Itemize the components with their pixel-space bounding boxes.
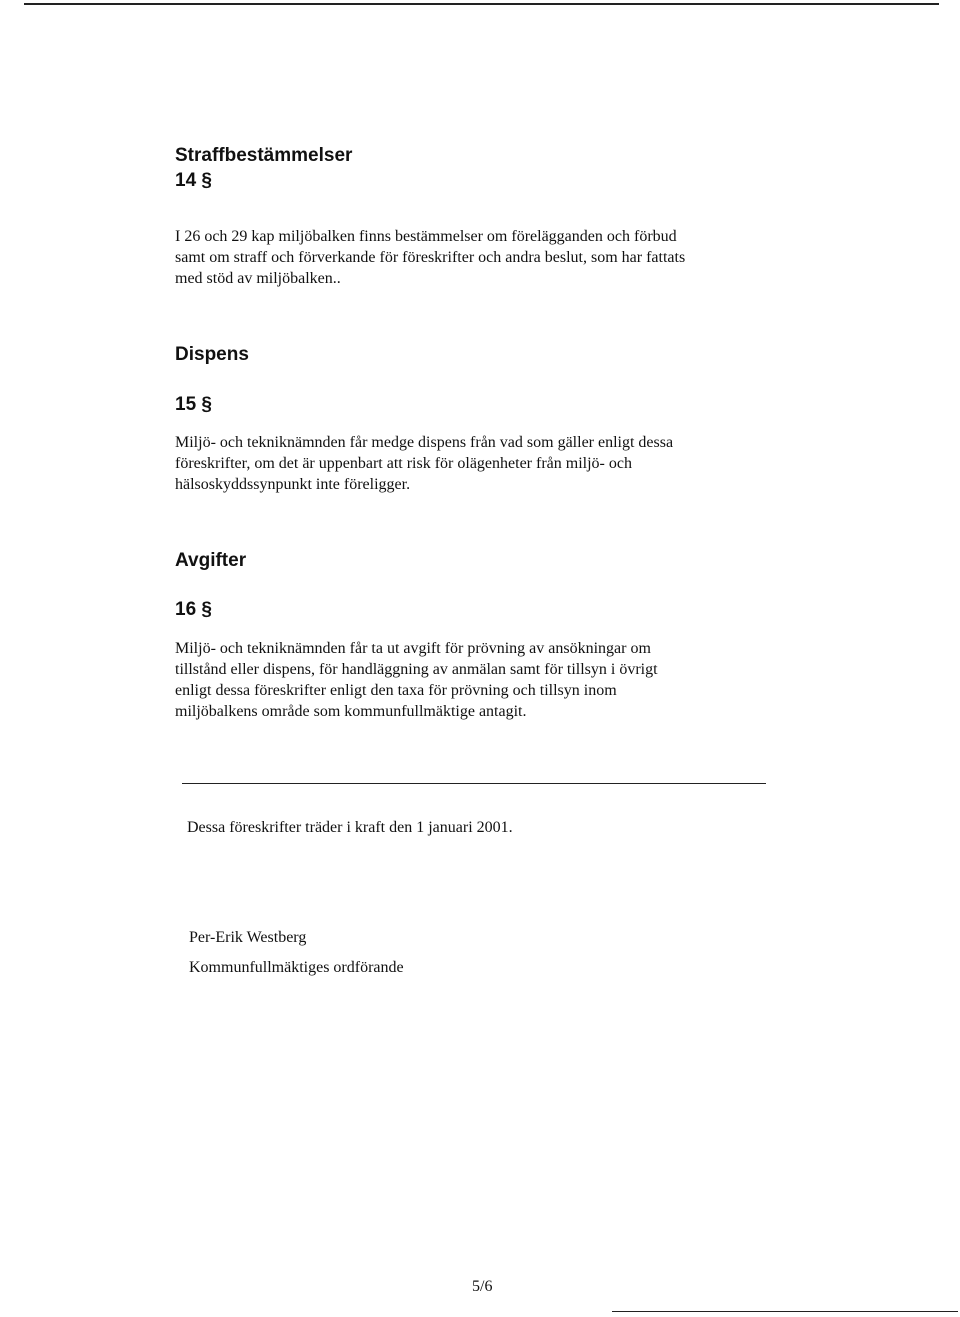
- section-heading-straffbestammelser: Straffbestämmelser: [175, 145, 353, 166]
- section-heading-avgifter: Avgifter: [175, 550, 247, 571]
- text-line: tillstånd eller dispens, för handläggning av anmälan samt för tillsyn i övrigt: [175, 661, 658, 678]
- signatory-title: Kommunfullmäktiges ordförande: [189, 959, 404, 976]
- text-line: med stöd av miljöbalken..: [175, 270, 341, 287]
- paragraph-number-16: 16 §: [175, 599, 212, 620]
- text-line: samt om straff och förverkande för föreskrifter och andra beslut, som har fattats: [175, 249, 686, 266]
- paragraph-number-15: 15 §: [175, 394, 212, 415]
- paragraph-number-14: 14 §: [175, 170, 212, 191]
- top-rule: [24, 3, 939, 5]
- text-line: I 26 och 29 kap miljöbalken finns bestämmelser om förelägganden och förbud: [175, 228, 677, 245]
- section-body-16: [175, 638, 775, 722]
- section-body-15: [175, 432, 775, 495]
- text-line: enligt dessa föreskrifter enligt den taxa för prövning och tillsyn inom: [175, 682, 617, 699]
- section-heading-dispens: Dispens: [175, 344, 249, 365]
- section-body-14: [175, 226, 775, 289]
- text-line: Miljö- och tekniknämnden får ta ut avgift för prövning av ansökningar om: [175, 640, 651, 657]
- effective-date-statement: Dessa föreskrifter träder i kraft den 1 januari 2001.: [187, 819, 513, 836]
- signature-divider: [182, 783, 766, 784]
- page-number: 5/6: [472, 1278, 493, 1295]
- text-line: föreskrifter, om det är uppenbart att risk för olägenheter från miljö- och: [175, 455, 632, 472]
- text-line: Miljö- och tekniknämnden får medge dispens från vad som gäller enligt dessa: [175, 434, 674, 451]
- text-line: hälsoskyddssynpunkt inte föreligger.: [175, 476, 411, 493]
- text-line: miljöbalkens område som kommunfullmäktige antagit.: [175, 703, 527, 720]
- bottom-rule: [612, 1311, 958, 1312]
- signatory-name: Per-Erik Westberg: [189, 929, 307, 946]
